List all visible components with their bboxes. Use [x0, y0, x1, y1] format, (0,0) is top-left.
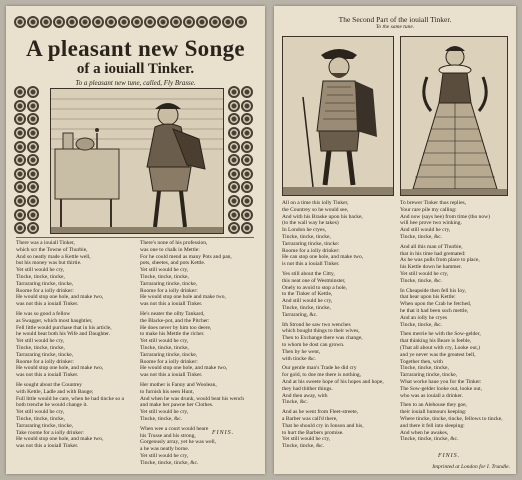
verse-line: to hurt the Barbers promise.	[282, 429, 344, 436]
ornament-rosette	[157, 16, 169, 28]
verse-line: this neat one of Westminster,	[282, 277, 346, 284]
ornament-rosette	[14, 16, 26, 28]
verse-line: (That all about with cry, Looke out,)	[400, 344, 480, 351]
verse-line: with Kettle, Ladle and with Bauge;	[16, 388, 94, 395]
verse-line: Our gentle man's Trade he did cry	[282, 365, 357, 372]
ornament-rosette	[14, 168, 26, 180]
verse-line: Roome for a iolly drinker:	[140, 358, 198, 365]
verse-line: the Countrey so he would see,	[282, 206, 349, 213]
verse-line: Tarrararing tincke, tincke,	[16, 351, 74, 358]
ornament-rosette	[241, 181, 253, 193]
ornament-rosette	[27, 86, 39, 98]
ornament-rosette	[241, 209, 253, 221]
verse-line: Yet still would he cry,	[140, 267, 189, 274]
verse-line: with tincke &c.	[282, 355, 317, 362]
verse-line: As he was pulls from place to place,	[400, 257, 480, 264]
verse-line: was not this a iouiall Tinker.	[140, 301, 203, 308]
verse-line: Yet still would he cry,	[140, 409, 189, 416]
second-part-tune: To the same tune.	[375, 24, 415, 30]
top-ornamental-border	[14, 16, 258, 30]
ornament-rosette	[241, 141, 253, 153]
verse-line: When wee a court would heare	[140, 425, 209, 432]
verse-line: Tarrararing, &c.	[282, 311, 318, 318]
verse-line: He would stop one hole, and make two,	[140, 365, 228, 372]
man-woodcut-drawing	[283, 37, 394, 196]
ornament-rosette	[183, 16, 195, 28]
tune-line: To a pleasant new tune, called, Fly Brasse.	[75, 79, 196, 87]
verse-line: is not this a iouiall Tinker.	[282, 261, 340, 268]
second-part-heading: The Second Part of the iouiall Tinker.	[338, 15, 452, 24]
ornament-rosette	[228, 181, 240, 193]
ornament-rosette	[222, 16, 234, 28]
verse-line: Tincke, tincke, &c.	[282, 443, 325, 450]
verse-line: their iouiall humours keeping:	[400, 409, 467, 416]
verse-line: was not this a iouiall Tinker.	[16, 443, 79, 450]
ornament-rosette	[27, 209, 39, 221]
ornament-rosette	[27, 16, 39, 28]
verse-line: was not this a iouiall Tinker.	[16, 301, 79, 308]
verse-line: There was a iouiall Tinker,	[16, 240, 75, 246]
verse-line: to make his Mettle the richer.	[140, 331, 205, 338]
verse-line: All on a time this iolly Tinker,	[282, 200, 349, 206]
verse-line: Tincke, &c.	[282, 399, 308, 406]
verse-line: which scr the Towne of Thurbie,	[16, 246, 88, 253]
ornament-rosette	[228, 222, 240, 234]
ornament-rosette	[241, 154, 253, 166]
ornament-rosette	[241, 222, 253, 234]
verse-line: (to the wall way he takes)	[282, 220, 339, 227]
verse-line: to whom he dost can grown.	[282, 341, 345, 348]
verse-line: that in his time had gremated:	[400, 250, 466, 257]
ornament-rosette	[27, 181, 39, 193]
printer-imprint: Imprinted at London for I. Trundle.	[432, 464, 510, 470]
verse-line: Then to Exchange there was change,	[282, 335, 363, 342]
verse-line: Full little would he care, when he had tincke so a	[16, 395, 124, 402]
verse-line: And when he was drunk, would beat his wench	[140, 395, 245, 402]
verse-line: In London he cryes,	[282, 227, 326, 234]
finis-mark-second-part: FINIS.	[438, 453, 461, 459]
ornament-rosette	[241, 168, 253, 180]
ornament-rosette	[14, 195, 26, 207]
verse-line: Take roome for a iolly drinker:	[16, 429, 84, 436]
right-ornamental-border	[228, 86, 256, 236]
verse-line: Tincke, tincke, &c.	[400, 233, 443, 240]
ornament-rosette	[27, 195, 39, 207]
verse-line: To brewer Tinker thus replies,	[400, 200, 467, 206]
verse-line: which bought things to their wives,	[282, 328, 360, 335]
verse-line: was one to chalk in Mettle:	[140, 246, 200, 253]
verse-line: He does never by him too deere,	[140, 324, 212, 331]
verse-line: And when he awakes,	[400, 429, 449, 436]
verse-line: Your rare pile my calling:	[400, 206, 457, 213]
ornament-rosette	[241, 86, 253, 98]
ornament-rosette	[241, 100, 253, 112]
verse-line: Tincke, tincke, tincke, &c.	[400, 436, 459, 443]
verse-line: Roome for a iolly drinker:	[140, 287, 198, 294]
ornament-rosette	[228, 209, 240, 221]
verse-line: Yet still would he cry,	[140, 338, 189, 345]
ornament-rosette	[27, 127, 39, 139]
ornament-rosette	[235, 16, 247, 28]
verse-line: Then by he went,	[282, 348, 321, 355]
ornament-rosette	[118, 16, 130, 28]
verse-line: He would stop one hole, and make two,	[16, 436, 104, 443]
ornament-rosette	[105, 16, 117, 28]
verse-line: Tincke, tincke, tincke,	[282, 304, 331, 311]
verse-line: and make her pawne her Clothes.	[140, 402, 214, 409]
woman-woodcut-illustration	[400, 36, 508, 196]
left-broadside-page	[6, 6, 265, 474]
verse-line: And with his Braske upon his backe,	[282, 213, 363, 220]
verse-line: to the Tinker of Kettle,	[282, 291, 333, 298]
ornament-rosette	[14, 113, 26, 125]
ornament-rosette	[14, 209, 26, 221]
ornament-rosette	[228, 113, 240, 125]
verse-line: What worke haue you for the Tinker:	[400, 378, 482, 385]
ornament-rosette	[228, 127, 240, 139]
ornament-rosette	[228, 195, 240, 207]
verse-divider	[16, 237, 254, 238]
verse-line: When upon the Crab he fetched,	[400, 301, 472, 308]
ornament-rosette	[27, 154, 39, 166]
verse-line: And now (says hee) from time (tho now)	[400, 213, 490, 220]
verse-line: Her mother is Fanny and Woolean,	[140, 381, 217, 388]
verse-line: Tarrararing tincke, tincke,	[16, 422, 74, 429]
right-verse-column-2	[400, 200, 512, 443]
verse-line: Roome for a iolly drinker:	[282, 247, 340, 254]
ornament-rosette	[14, 222, 26, 234]
verse-line: Together then, with	[400, 358, 443, 365]
verse-line: and there it fell into sleeping:	[400, 422, 465, 429]
verse-line: He can stop one hole, and make two,	[282, 254, 364, 261]
verse-line: The Sow-gelder looke out, looke out,	[400, 385, 483, 392]
verse-line: Tincke, tincke, tincke,	[282, 233, 331, 240]
woman-woodcut-drawing	[401, 37, 508, 196]
verse-line: Yet still would he cry,	[16, 409, 65, 416]
verse-line: as Swagger, which most haughtier,	[16, 317, 93, 324]
verse-line: they had thither things.	[282, 385, 333, 392]
ornament-rosette	[53, 16, 65, 28]
ornament-rosette	[241, 113, 253, 125]
verse-line: He would stop one hole, and make two,	[16, 365, 104, 372]
finis-mark: FINIS.	[212, 430, 235, 436]
verse-line: but his money was but thirtie.	[16, 260, 82, 267]
verse-line: Tarrararing tincke, tincke,	[140, 351, 198, 358]
ornament-rosette	[14, 86, 26, 98]
verse-line: Tarrararing tincke, tincke,	[16, 280, 74, 287]
ornament-rosette	[228, 100, 240, 112]
verse-line: the Blacke-pot, and the Pitcher:	[140, 317, 210, 324]
ornament-rosette	[27, 100, 39, 112]
verse-line: his Trusse and his strong,	[140, 432, 196, 439]
ornament-rosette	[14, 154, 26, 166]
verse-line: was not this a iouiall Tinker.	[16, 372, 79, 379]
ornament-rosette	[92, 16, 104, 28]
ornament-rosette	[79, 16, 91, 28]
ornament-rosette	[196, 16, 208, 28]
verse-line: Tincke, tincke, &c.	[400, 321, 443, 328]
verse-line: Ith Strond he saw two wenches	[282, 321, 351, 328]
verse-line: He was so good a fellow	[16, 310, 71, 317]
verse-line: He sought about the Countrey	[16, 381, 82, 388]
verse-line: a he was neatly borne.	[140, 446, 190, 453]
ornament-rosette	[14, 127, 26, 139]
verse-line: Yet still would he cry,	[400, 270, 449, 277]
verse-line: for gold, to doe me there is nothing,	[282, 372, 361, 379]
ornament-rosette	[228, 86, 240, 98]
verse-line: both trenche he would change it.	[16, 402, 88, 409]
verse-line: And as he went from Fleet-streete,	[282, 409, 359, 416]
ornament-rosette	[14, 181, 26, 193]
verse-line: Roome for a iolly drinker:	[16, 358, 74, 365]
verse-line: And so neatly made a Kettle well,	[16, 253, 91, 260]
verse-line: Tarrararing tincke, tincke,	[400, 372, 458, 379]
verse-line: And an iolly he cryes	[400, 314, 448, 321]
ornament-rosette	[66, 16, 78, 28]
verse-line: And all this man of Thurbie,	[400, 243, 463, 250]
verse-line: Where tincke, tincke, tincke, fellows to tincke,	[400, 415, 503, 422]
verse-line: Tarrararing tincke, tincke,	[140, 280, 198, 287]
ornament-rosette	[209, 16, 221, 28]
verse-line: Tincke, tincke, tincke,	[140, 273, 189, 280]
ballad-subtitle: of a iouiall Tinker.	[76, 61, 195, 77]
verse-line: who was as iouiall a drinker.	[400, 392, 463, 399]
verse-line: Then to an Alehouse they goe,	[400, 402, 467, 409]
ornament-rosette	[40, 16, 52, 28]
verse-line: Tincke, tincke, &c.	[400, 277, 443, 284]
verse-line: will hee prove two winking.	[400, 220, 462, 227]
ornament-rosette	[14, 141, 26, 153]
ornament-rosette	[27, 113, 39, 125]
verse-line: Tarrararing tincke, tincke:	[282, 240, 340, 247]
left-ornamental-border	[14, 86, 42, 236]
verse-line: That he should cry in Ionson and his,	[282, 422, 364, 429]
man-woodcut-illustration	[282, 36, 394, 196]
verse-line: For he could mend as many Pots and pan,	[140, 253, 232, 260]
right-broadside-page	[274, 6, 516, 474]
verse-line: Tincke, tincke, tincke, &c.	[140, 459, 199, 466]
verse-line: Yes still about the Citty,	[282, 270, 335, 277]
verse-line: was not this a iouiall Tinker.	[140, 372, 203, 379]
ornament-rosette	[131, 16, 143, 28]
verse-line: and ye never was the greatest bell,	[400, 351, 476, 358]
right-verse-column-1	[282, 200, 394, 450]
verse-line: Fell little would purchase that in his article,	[16, 324, 112, 331]
verse-line: Roome for a iolly drinker:	[16, 287, 74, 294]
verse-line: he that it had been such mettle,	[400, 307, 469, 314]
verse-line: Tincke, tincke, tincke,	[16, 415, 65, 422]
verse-line: There's none of his profession,	[140, 240, 208, 246]
ornament-rosette	[14, 100, 26, 112]
verse-line: And at his sweete hope of his hopes and hope,	[282, 378, 384, 385]
verse-line: Tincke, tincke, tincke,	[400, 365, 449, 372]
verse-line: Yet still would he cry,	[140, 452, 189, 459]
ornament-rosette	[144, 16, 156, 28]
verse-line: Then merrie he with the Sow-gelder,	[400, 331, 481, 338]
verse-line: his Kettle down he hammer.	[400, 264, 462, 271]
verse-line: He would stop one hole and make two,	[140, 294, 226, 301]
verse-line: Yet still would he cry,	[282, 436, 331, 443]
verse-line: Tincke, tincke, tincke,	[16, 273, 65, 280]
ballad-title: A pleasant new Songe	[26, 36, 245, 61]
verse-line: a Barber was call'd there,	[282, 415, 338, 422]
verse-line: And then away, with	[282, 392, 328, 399]
verse-line: that hear upon his Kettle:	[400, 294, 456, 301]
verse-line: In Cheapside then fell his Ioy,	[400, 287, 466, 294]
left-verse-column-2	[140, 240, 260, 467]
left-verse-column-1	[16, 240, 134, 450]
tinker-woodcut-drawing	[51, 89, 224, 234]
ornament-rosette	[241, 195, 253, 207]
verse-line: Yet still would he cry,	[16, 267, 65, 274]
verse-line: to furnish his seen Hunt,	[140, 388, 194, 395]
verse-line: Tincke, tincke, tincke,	[16, 344, 65, 351]
verse-line: And still would he cry,	[400, 227, 451, 234]
verse-line: he would beat both his Wife and Daughter.	[16, 331, 111, 338]
verse-line: pots, sheetes, and pots Kettle.	[140, 260, 206, 267]
verse-line: that thinking his Beare is feeble,	[400, 338, 472, 345]
tinker-woodcut-illustration	[50, 88, 224, 234]
ornament-rosette	[27, 168, 39, 180]
ornament-rosette	[170, 16, 182, 28]
verse-line: Tincke, tincke, &c.	[140, 415, 183, 422]
verse-line: Tincke, tincke, tincke,	[140, 344, 189, 351]
ornament-rosette	[228, 141, 240, 153]
ornament-rosette	[241, 127, 253, 139]
verse-line: And still would he cry,	[282, 298, 333, 305]
verse-line: Yet still would he cry,	[16, 338, 65, 345]
verse-line: He would stop one hole, and make two,	[16, 294, 104, 301]
ornament-rosette	[228, 168, 240, 180]
verse-line: Gorgeously array, yet he was well,	[140, 439, 217, 446]
ornament-rosette	[228, 154, 240, 166]
verse-line: Onely to avoid to stop a hole,	[282, 284, 347, 291]
ornament-rosette	[27, 222, 39, 234]
verse-line: He's neater the ollty Tankard,	[140, 310, 205, 317]
ornament-rosette	[27, 141, 39, 153]
